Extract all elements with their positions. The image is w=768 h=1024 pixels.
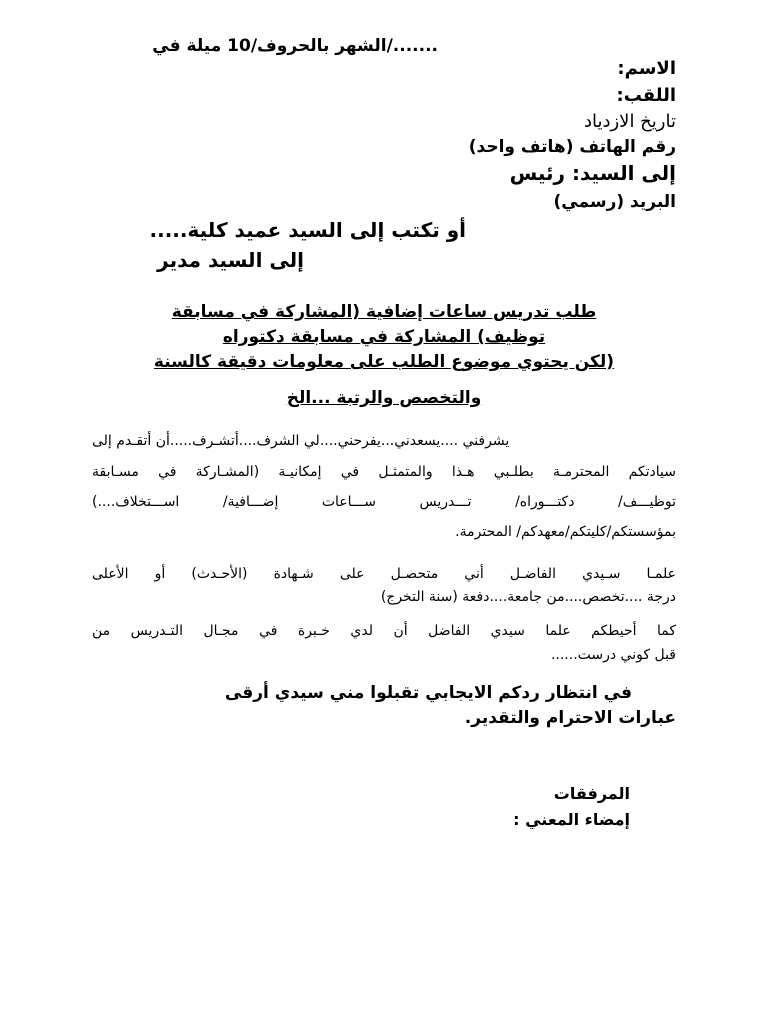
attachments-label: المرفقات	[553, 784, 630, 803]
recipient-director: إلى السيد مدير	[157, 248, 304, 272]
subject-line-1: طلب تدريس ساعات إضافية (المشاركة في مسابقة	[171, 302, 597, 322]
subject-line-3: (لكن يحتوي موضوع الطلب على معلومات دقيقة كالسنة	[153, 352, 615, 372]
surname-field-label: اللقب:	[616, 85, 676, 106]
body-paragraph-1-line-2: سيادتكم المحترمـة بطلـبي هـذا والمتمثـل في إمكانيـة (المشـاركة في مسـابقة	[92, 464, 676, 480]
body-paragraph-2-line-2: درجة ....تخصص....من جامعة....دفعة (سنة التخرج)	[380, 589, 676, 605]
recipient-dean: أو تكتب إلى السيد عميد كلية.....	[149, 218, 466, 242]
phone-label: رقم الهاتف (هاتف واحد)	[468, 137, 676, 157]
date-line: ......./الشهر بالحروف/10 ميلة في	[152, 36, 438, 56]
birth-date-label: تاريخ الازدياد	[583, 111, 676, 132]
name-field-label: الاسم:	[617, 58, 676, 79]
closing-line-1: في انتظار ردكم الايجابي تقبلوا مني سيدي أرقى	[224, 683, 632, 703]
body-paragraph-3-line-1: كما أحيطكم علما سيدي الفاضل أن لدي خـبرة في مجـال التـدريس من	[92, 623, 676, 639]
subject-line-2: توظيف) المشاركة في مسابقة دكتوراه	[222, 327, 546, 347]
body-paragraph-2-line-1: علمـا سـيدي الفاضـل أني متحصـل على شـهادة (الأحـدث) أو الأعلى	[92, 566, 676, 582]
signature-label: إمضاء المعني :	[513, 810, 630, 829]
closing-line-2: عبارات الاحترام والتقدير.	[464, 708, 676, 728]
body-paragraph-1-line-1: يشرفني ....يسعدني...يفرحني....لي الشرف....أتشـرف.....أن أتقـدم إلى	[92, 433, 510, 449]
email-label: البريد (رسمي)	[553, 192, 676, 212]
subject-line-4: والتخصص والرتبة ...الخ	[286, 388, 482, 408]
body-paragraph-3-line-2: قبل كوني درست......	[550, 647, 676, 663]
body-paragraph-1-line-4: بمؤسستكم/كليتكم/معهدكم/ المحترمة.	[455, 524, 676, 540]
recipient-president: إلى السيد: رئيس	[509, 161, 676, 185]
body-paragraph-1-line-3: توظيـــف/ دكتـــوراه/ تـــدريس ســـاعات إضـــافية/ اســـتخلاف....)	[92, 494, 676, 510]
